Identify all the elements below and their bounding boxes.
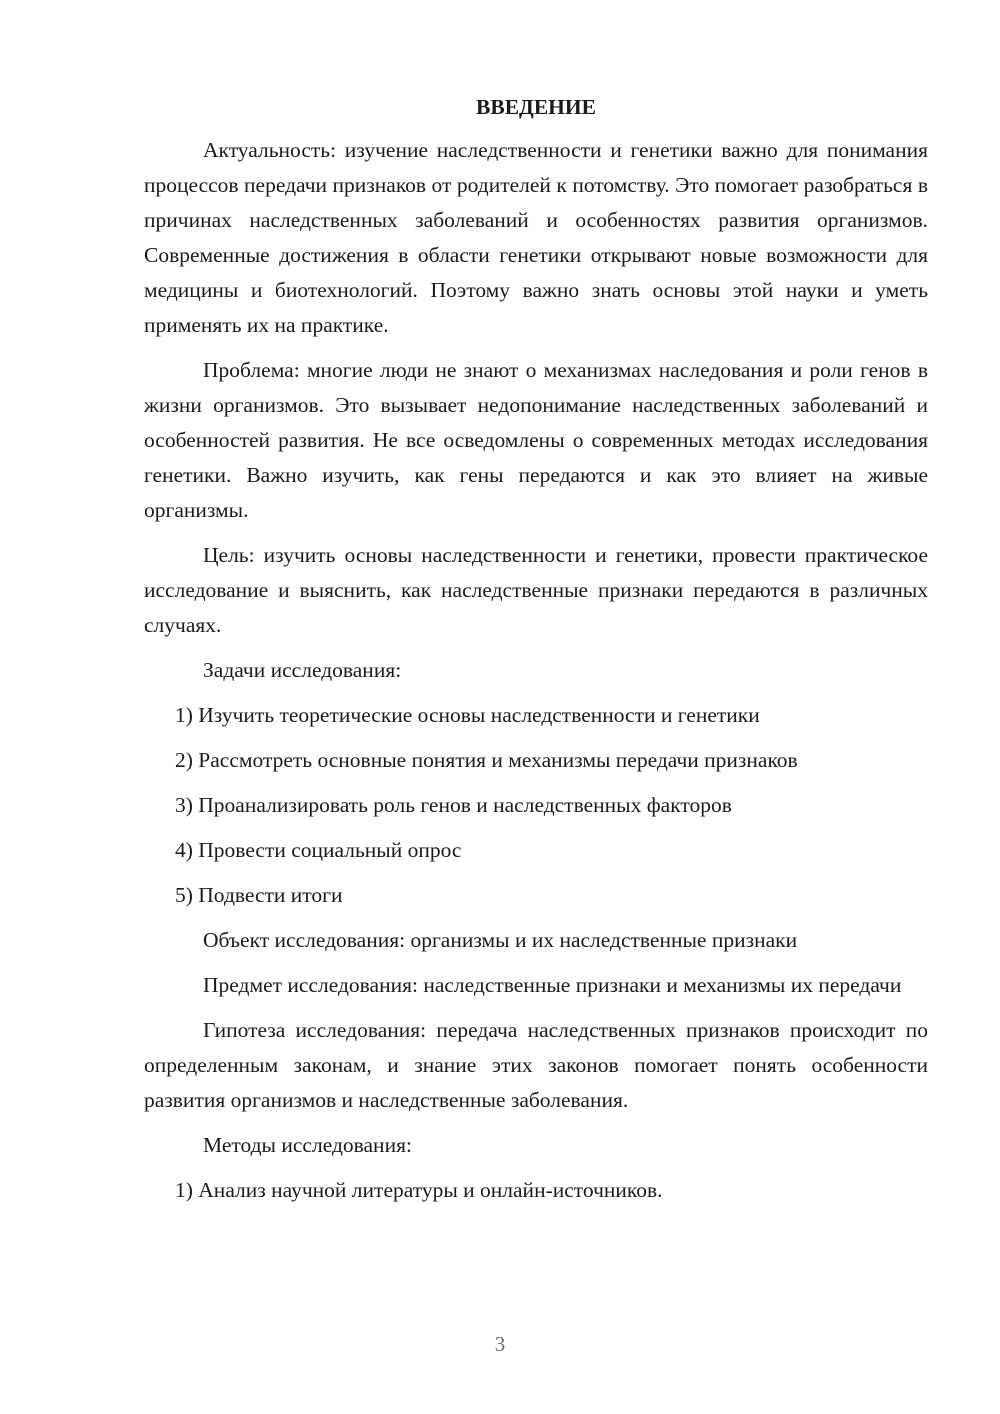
- problem-paragraph: Проблема: многие люди не знают о механизмах наследования и роли генов в жизни организмов. Это вызывает недопонимание наследственных заболеваний и особенностей развития. Не все осведомлены о современных методах исследования генетики. Важно изучить, как гены передаются и как это влияет на живые организмы.: [144, 358, 928, 522]
- object-paragraph: Объект исследования: организмы и их наследственные признаки: [203, 928, 798, 952]
- list-item: 1) Анализ научной литературы и онлайн-источников.: [175, 1178, 663, 1202]
- list-item: 2) Рассмотреть основные понятия и механизмы передачи признаков: [175, 748, 798, 772]
- methods-heading: Методы исследования:: [203, 1133, 412, 1157]
- page-title: ВВЕДЕНИЕ: [476, 95, 596, 119]
- goal-paragraph: Цель: изучить основы наследственности и генетики, провести практическое исследование и выяснить, как наследственные признаки передаются в различных случаях.: [144, 543, 928, 637]
- page-number: 3: [494, 1332, 506, 1356]
- tasks-heading: Задачи исследования:: [203, 658, 402, 682]
- list-item: 3) Проанализировать роль генов и наследственных факторов: [175, 793, 732, 817]
- list-item: 5) Подвести итоги: [175, 883, 343, 907]
- hypothesis-paragraph: Гипотеза исследования: передача наследственных признаков происходит по определенным законам, и знание этих законов помогает понять особенности развития организмов и наследственные заболевания.: [144, 1018, 928, 1112]
- list-item: 4) Провести социальный опрос: [175, 838, 462, 862]
- list-item: 1) Изучить теоретические основы наследственности и генетики: [175, 703, 760, 727]
- subject-paragraph: Предмет исследования: наследственные признаки и механизмы их передачи: [203, 973, 902, 997]
- document-page: [144, 90, 928, 1218]
- relevance-paragraph: Актуальность: изучение наследственности и генетики важно для понимания процессов передачи признаков от родителей к потомству. Это помогает разобраться в причинах наследственных заболеваний и особенностях развития организмов. Современные достижения в области генетики открывают новые возможности для медицины и биотехнологий. Поэтому важно знать основы этой науки и уметь применять их на практике.: [144, 138, 928, 337]
- tasks-list: [144, 698, 928, 913]
- methods-list: [144, 1173, 928, 1208]
